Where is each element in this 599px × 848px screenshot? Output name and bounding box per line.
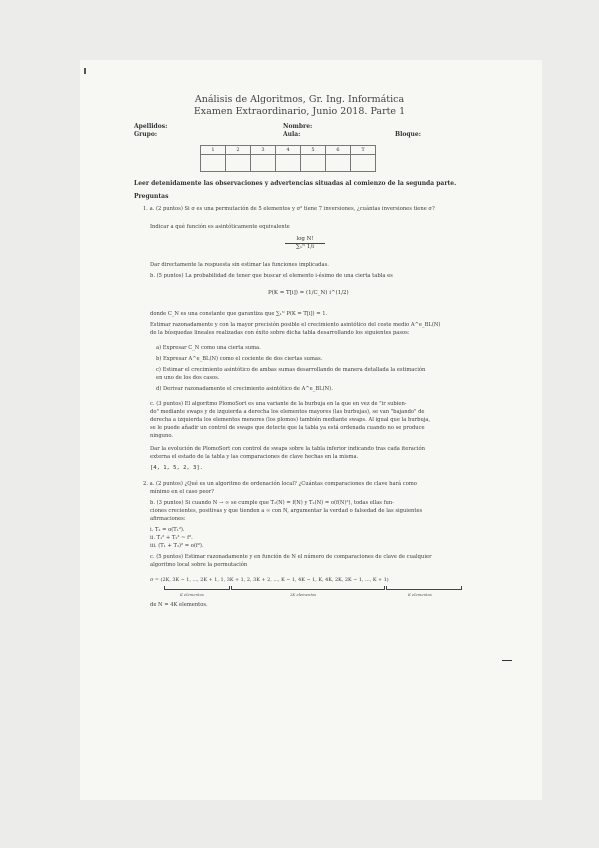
score-cell <box>226 155 251 172</box>
q1b-formula: P(K = T[i]) = (1/C_N) i^(1/2) <box>268 290 349 296</box>
brace-2k <box>231 586 385 590</box>
score-cell <box>276 155 301 172</box>
q1c-line: derecha a izquierda los elementos menores (los plomos) también mediante swaps. Al igual que la burbuja, <box>150 417 431 423</box>
q2c-line-1: c. (5 puntos) Estimar razonadamente y en función de N el número de comparaciones de clave de cualquier <box>150 554 432 560</box>
q1c-array: [4, 1, 5, 2, 3]. <box>150 465 203 471</box>
q2a-line-2: mínimo en el caso peor? <box>150 489 214 495</box>
grupo-label: Grupo: <box>134 131 158 138</box>
q1b-step: d) Derivar razonadamente el crecimiento asintótico de A^e_BL(N). <box>156 386 333 392</box>
brace-label: K elementos <box>408 592 432 597</box>
score-cell <box>301 155 326 172</box>
q1c-line: do" mediante swaps y de izquierda a derecha los elementos mayores (las burbujas), se van "bajando" de <box>150 409 425 415</box>
q1a-text: 1. a. (2 puntos) Si σ es una permutación de 5 elementos y σ² tiene 7 inversiones, ¿cuántas inversiones tiene σ? <box>143 206 435 212</box>
apellidos-label: Apellidos: <box>134 123 168 130</box>
q1b-estimar-2: de la búsquedas lineales realizadas con éxito sobre dicha tabla desarrollando los siguientes pasos: <box>150 330 410 336</box>
q1b-estimar-1: Estimar razonadamente y con la mayor precisión posible el crecimiento asintótico del coste medio A^e_BL(N) <box>150 322 441 328</box>
q1c-dar-1: Dar la evolución de PlomoSort con control de swaps sobre la tabla inferior indicando tras cada iteración <box>150 446 425 452</box>
q1b-step: b) Expresar A^e_BL(N) como el cociente de dos ciertas sumas. <box>156 356 323 362</box>
exam-title-line2: Examen Extraordinario, Junio 2018. Parte 1 <box>193 106 406 117</box>
q1c-line: c. (3 puntos) El algoritmo PlomoSort es una variante de la burbuja en la que en vez de "ir subien- <box>150 401 407 407</box>
bloque-label: Bloque: <box>395 131 421 138</box>
q1a-fraction <box>285 236 325 250</box>
q2b-line-3: afirmaciones: <box>150 516 186 522</box>
q2c-permutation: σ = (2K, 3K − 1, ..., 2K + 1, 1, 3K + 1, 2, 3K + 2, ..., K − 1, 4K − 1, K, 4K, 2K, 2K − 1, ..., K + 1) <box>150 577 389 583</box>
score-cell <box>351 155 376 172</box>
score-table <box>200 145 376 172</box>
q1b-step: c) Estimar el crecimiento asintótico de ambas sumas desarrollando de manera detallada la estimación <box>156 367 426 373</box>
q1b-step: a) Expresar C_N como una cierta suma. <box>156 345 261 351</box>
q1a-directo: Dar directamente la respuesta sin estimar las funciones implicadas. <box>150 262 329 268</box>
score-header: 2 <box>226 146 251 155</box>
q2b-item: iii. (T₁ + T₂)² = o(f²). <box>150 543 204 549</box>
q1b-step: en uno de los dos casos. <box>156 375 220 381</box>
warning-text: Leer detenidamente las observaciones y advertencias situadas al comienzo de la segunda parte. <box>134 180 457 187</box>
exam-title-line1: Análisis de Algoritmos, Gr. Ing. Informática <box>194 94 405 105</box>
scan-mark <box>84 68 86 74</box>
q1b-intro: b. (5 puntos) La probabilidad de tener que buscar el elemento i-ésimo de una cierta tabla es <box>150 273 393 279</box>
q1b-donde: donde C_N es una constante que garantiza que ∑₁ᴺ P(K = T[i]) = 1. <box>150 311 328 317</box>
q2b-item: i. T₂ = o(T₁²). <box>150 527 185 533</box>
score-cell <box>201 155 226 172</box>
score-header: T <box>351 146 376 155</box>
score-header: 3 <box>251 146 276 155</box>
fraction-denominator: ∑₁ᴺ 1/i <box>295 244 315 250</box>
q2b-line-1: b. (3 puntos) Si cuando N → ∞ se cumple que T₁(N) = f(N) y T₂(N) = o(f(N)²), todas ellas fun- <box>150 500 394 506</box>
brace-k-right <box>386 586 462 590</box>
q2b-item: ii. T₁² + T₂² ~ f². <box>150 535 193 541</box>
brace-k-left <box>164 586 230 590</box>
score-cell <box>251 155 276 172</box>
score-cell <box>326 155 351 172</box>
nombre-label: Nombre: <box>283 123 313 130</box>
aula-label: Aula: <box>283 131 301 138</box>
score-header: 1 <box>201 146 226 155</box>
brace-label: K elementos <box>180 592 204 597</box>
brace-label: 2K elementos <box>290 592 317 597</box>
score-header: 4 <box>276 146 301 155</box>
q1c-line: se le puede añadir un control de swaps que detecte que la tabla ya está ordenada cuando no se produce <box>150 425 425 431</box>
q1a-indicar: Indicar a qué función es asintóticamente equivalente <box>150 224 290 230</box>
q2c-de-n: de N = 4K elementos. <box>150 602 208 608</box>
q1c-dar-2: externa el estado de la tabla y las comparaciones de clave hechas en la misma. <box>150 454 359 460</box>
q1c-line: ninguno. <box>150 433 174 439</box>
q2a-line-1: 2. a. (2 puntos) ¿Qué es un algoritmo de ordenación local? ¿Cuántas comparaciones de clave hará como <box>143 481 417 487</box>
score-header: 5 <box>301 146 326 155</box>
score-header: 6 <box>326 146 351 155</box>
q2c-line-2: algoritmo local sobre la permutación <box>150 562 248 568</box>
fraction-numerator: log N! <box>285 236 325 244</box>
q2b-line-2: ciones crecientes, positivas y que tienden a ∞ con N, argumentar la verdad o falsedad de las siguientes <box>150 508 423 514</box>
margin-dash <box>502 660 512 661</box>
preguntas-heading: Preguntas <box>134 193 169 200</box>
